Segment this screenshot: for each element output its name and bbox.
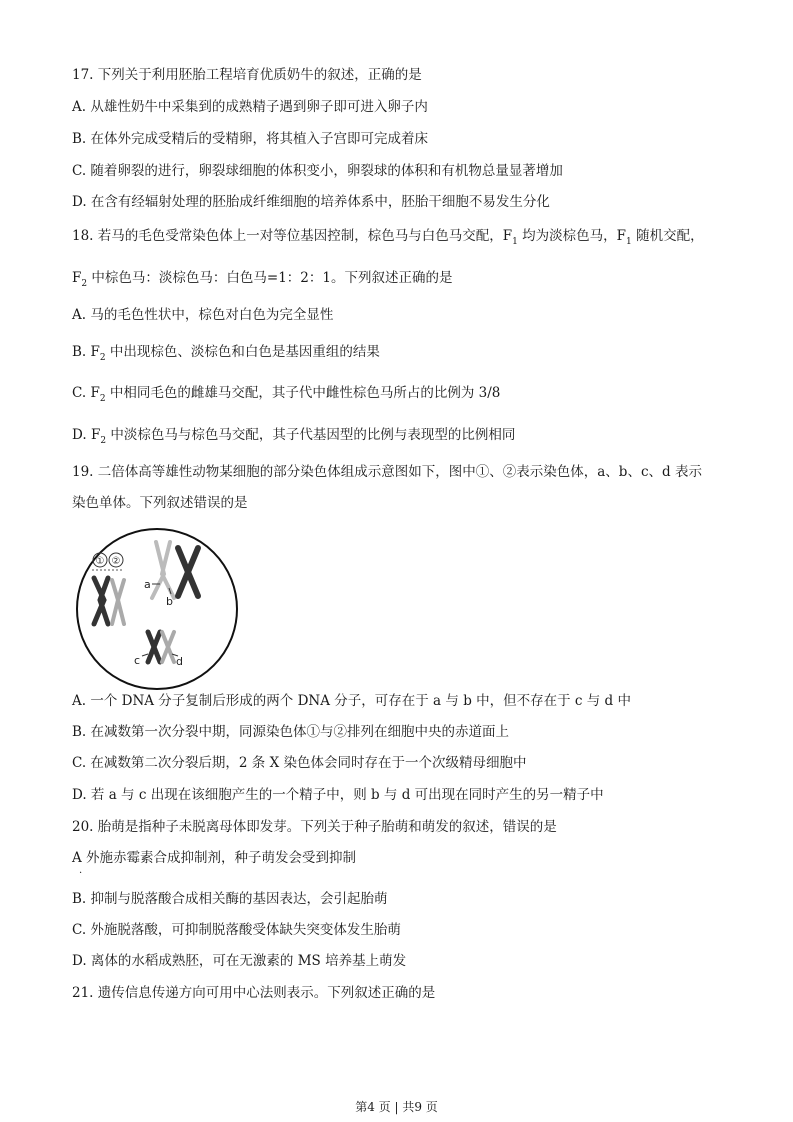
pointer-c [142,654,148,656]
chromatid-label-b: b [166,595,173,608]
q17-option-d: D. 在含有经辐射处理的胚胎成纤维细胞的培养体系中，胚胎干细胞不易发生分化 [72,194,550,210]
label-chromosome-2: ② [111,556,121,567]
chromatid-label-c: c [134,654,141,667]
q17-option-c: C. 随着卵裂的进行，卵裂球细胞的体积变小，卵裂球的体积和有机物总量显著增加 [72,163,563,179]
chromatid-label-d: d [176,655,183,668]
q19-stem-line1: 19. 二倍体高等雄性动物某细胞的部分染色体组成示意图如下，图中①、②表示染色体，a、b、c、d 表示 [72,464,702,480]
q18-stem-part3: 随机交配， [631,228,704,244]
q19-option-a: A. 一个 DNA 分子复制后形成的两个 DNA 分子，可存在于 a 与 b 中，但不存在于 c 与 d 中 [72,693,631,709]
q18-f2-symbol: $F_2$ [72,270,88,289]
chromosome-diagram [74,528,240,690]
q17-option-b: B. 在体外完成受精后的受精卵，将其植入子宫即可完成着床 [72,131,429,147]
q20-option-a: A 外施赤霉素合成抑制剂，种子萌发会受到抑制 [72,850,357,866]
chromosome-light-large [152,542,174,598]
q20-stem: 20. 胎萌是指种子未脱离母体即发芽。下列关于种子胎萌和萌发的叙述，错误的是 [72,819,557,835]
q21-stem: 21. 遗传信息传递方向可用中心法则表示。下列叙述正确的是 [72,985,436,1001]
q19-option-d: D. 若 a 与 c 出现在该细胞产生的一个精子中，则 b 与 d 可出现在同时产生的另一精子中 [72,787,604,803]
q20-option-d: D. 离体的水稻成熟胚，可在无激素的 MS 培养基上萌发 [72,953,407,969]
q18-option-c: C. $F_2$ 中相同毛色的雌雄马交配，其子代中雌性棕色马所占的比例为 3/8 [72,385,501,404]
q17-stem: 17. 下列关于利用胚胎工程培育优质奶牛的叙述，正确的是 [72,67,422,83]
q18-option-b: B. $F_2$ 中出现棕色、淡棕色和白色是基因重组的结果 [72,344,380,363]
label-chromosome-1: ① [95,556,105,567]
q18-stem-line1 [72,227,704,247]
chromosome-light-small [162,632,174,662]
page-footer: 第4 页 | 共9 页 [355,1100,438,1114]
q17-option-a: A. 从雄性奶牛中采集到的成熟精子遇到卵子即可进入卵子内 [72,99,428,115]
chromosome-dark-large [178,548,198,596]
q18-stem-part1: 18. 若马的毛色受常染色体上一对等位基因控制，棕色马与白色马交配， [72,228,503,244]
q19-option-c: C. 在减数第二次分裂后期，2 条 X 染色体会同时存在于一个次级精母细胞中 [72,755,527,771]
chromosome-diagram-svg [74,528,240,690]
q18-stem-part2: 均为淡棕色马， [517,228,617,244]
q19-stem-line2: 染色单体。下列叙述错误的是 [72,495,248,511]
chromosome-dark-small [148,632,160,662]
q18-f1-symbol: $F_1$ [616,228,632,247]
chromatid-label-a: a [144,578,151,591]
q20-option-b: B. 抑制与脱落酸合成相关酶的基因表达，会引起胎萌 [72,891,388,907]
q18-option-a: A. 马的毛色性状中，棕色对白色为完全显性 [72,307,334,323]
chromosome-1 [94,578,108,624]
q19-option-b: B. 在减数第一次分裂中期，同源染色体①与②排列在细胞中央的赤道面上 [72,724,510,740]
q18-f1-symbol: $F_1$ [502,228,518,247]
chromosome-2 [112,580,124,624]
q20-option-a-dot: . [79,865,83,876]
q18-option-d: D. $F_2$ 中淡棕色马与棕色马交配，其子代基因型的比例与表现型的比例相同 [72,427,516,446]
q18-stem-part4: 中棕色马：淡棕色马：白色马=1：2：1。下列叙述正确的是 [87,270,453,286]
q20-option-c: C. 外施脱落酸，可抑制脱落酸受体缺失突变体发生胎萌 [72,922,401,938]
q18-stem-line2 [72,269,452,289]
